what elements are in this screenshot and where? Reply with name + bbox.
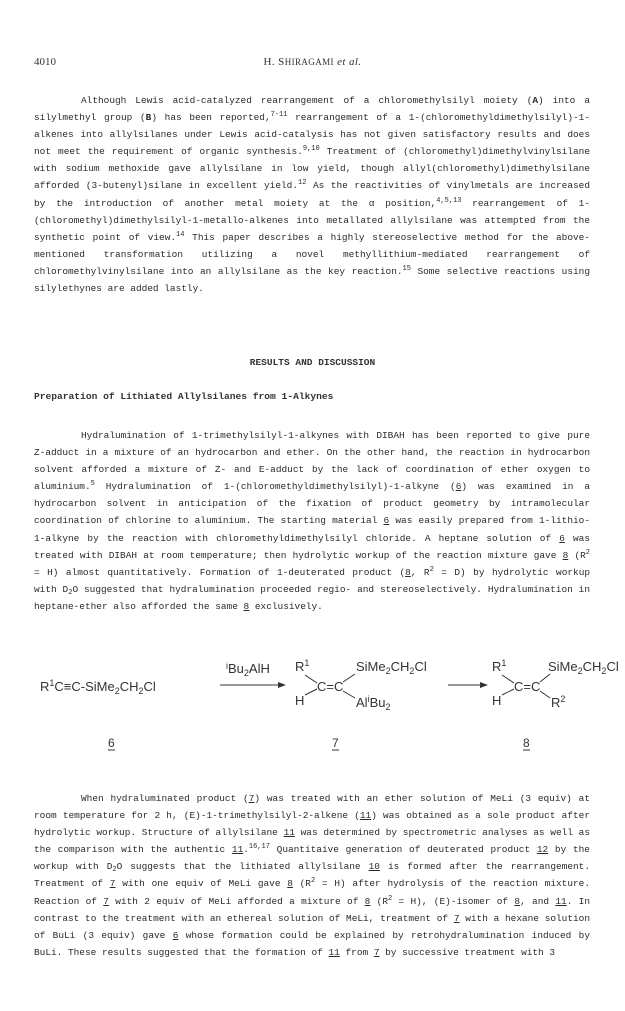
- svg-text:SiMe2CH2Cl: $SiMe_2CH_2Cl$: [548, 659, 619, 676]
- subsection-title: Preparation of Lithiated Allylsilanes from 1-Alkynes: [34, 391, 334, 402]
- compound-7-structure: [295, 658, 427, 712]
- compound-label-7: 7: [332, 736, 339, 750]
- svg-text:R1: $R^1$: [295, 658, 310, 674]
- reaction-scheme: [40, 653, 619, 768]
- compound-6-formula: $R^1C\equiv C-SiMe_2CH_2Cl$: [40, 678, 156, 696]
- svg-text:R1: $R^1$: [492, 658, 507, 674]
- paragraph-3: When hydraluminated product (7) was treated with an ether solution of MeLi (3 equiv) at room temperature for 2 h, (E)-1-trimethylsilyl-2-alkene (11) was obtained as a sole product after hydrolytic workup. Structure of allylsilane 11 was determined by spectrometric analyses as well as the comparison with the authentic 11.$^{16,17}$ Quantitaive generation of deuterated product 12 by the workup with $D_2O$ suggests that the lithiated allylsilane 10 is formed after the rearrangement. Treatment of 7 with one equiv of MeLi gave 8 $(R^2 = H)$ after hydrolysis of the reaction mixture. Reaction of 7 with 2 equiv of MeLi afforded a mixture of 8 $(R^2 = H)$, (E)-isomer of 8, and 11. In contrast to the treatment with an ethereal solution of MeLi, treatment of 7 with a hexane solution of BuLi (3 equiv) gave 6 whose formation could be explained by retrohydralumination induced by BuLi. These results suggested that the formation of 11 from 7 by successive treatment with 3: [34, 793, 591, 958]
- svg-text:H: H: [492, 693, 502, 708]
- paragraph-2: Hydralumination of 1-trimethylsilyl-1-alkynes with DIBAH has been reported to give pure Z-adduct in a mixture of an hydrocarbon and ether. On the other hand, the reaction in hydrocarbon solvent afforded a mixture of Z- and E-adduct by the lack of coordination of ether oxygen to aluminium.$^5$ Hydralumination of 1-(chloromethyldimethylsilyl)-1-alkyne (6) was examined in a hydrocarbon solvent in anticipation of the fixation of product geometry by intramolecular coordination of chlorine to aluminium. The starting material 6 was easily prepared from 1-lithio-1-alkyne by the reaction with chloromethyldimethylsilyl chloride. A heptane solution of 6 was treated with DIBAH at room temperature; then hydrolytic workup of the reaction mixture gave 8 $(R^2 = H)$ almost quantitatively. Formation of 1-deuterated product (8, $R^2 = D$) by hydrolytic workup with $D_2O$ suggested that hydralumination proceeded regio- and stereoselectively. Hydralumination in heptane-ether also afforded the same 8 exclusively.: [34, 430, 591, 612]
- paragraph-1: Although Lewis acid-catalyzed rearrangement of a chloromethylsilyl moiety (A) into a silylmethyl group (B) has been reported,$^{7-11}$ rearrangement of a 1-(chloromethyldimethylsilyl)-1-alkenes into allylsilanes under Lewis acid-catalysis has not given satisfactory results and does not meet the requirement of organic synthesis.$^{9,10}$ Treatment of (chloromethyl)dimethylvinylsilane with sodium methoxide gave allylsilane in low yield, though allyl(chloromethyl)dimethylsilane afforded (3-butenyl)silane in excellent yield.$^{12}$ As the reactivities of vinylmetals are increased by the introduction of another metal moiety at the α position,$^{4,5,13}$ rearrangement of 1-(chloromethyl)dimethylsilyl-1-metallo-alkenes into metallated allylsilane was attempted from the synthetic point of view.$^{14}$ This paper describes a highly stereoselective method for the above-mentioned transformation utilizing a novel methyllithium-mediated rearrangement of chloromethylvinylsilane into an allylsilane as the key reaction.$^{15}$ Some selective reactions using silylethynes are added lastly.: [34, 95, 590, 295]
- compound-label-6: 6: [108, 736, 115, 750]
- svg-text:C=C: C=C: [317, 679, 344, 694]
- svg-text:C=C: C=C: [514, 679, 541, 694]
- page-number: 4010: [34, 56, 56, 68]
- running-title: H. SHIRAGAMI et al.: [263, 56, 362, 68]
- svg-text:AliBu2: $Al^iBu_2$: [356, 694, 391, 712]
- compound-label-8: 8: [523, 736, 530, 750]
- compound-8-structure: [492, 658, 619, 710]
- section-title: RESULTS AND DISCUSSION: [249, 357, 376, 368]
- svg-text:H: H: [295, 693, 305, 708]
- reagent-label: $^iBu_2AlH$: [226, 661, 270, 678]
- svg-text:R2: $R^2$: [551, 694, 566, 710]
- svg-text:SiMe2CH2Cl: $SiMe_2CH_2Cl$: [356, 659, 427, 676]
